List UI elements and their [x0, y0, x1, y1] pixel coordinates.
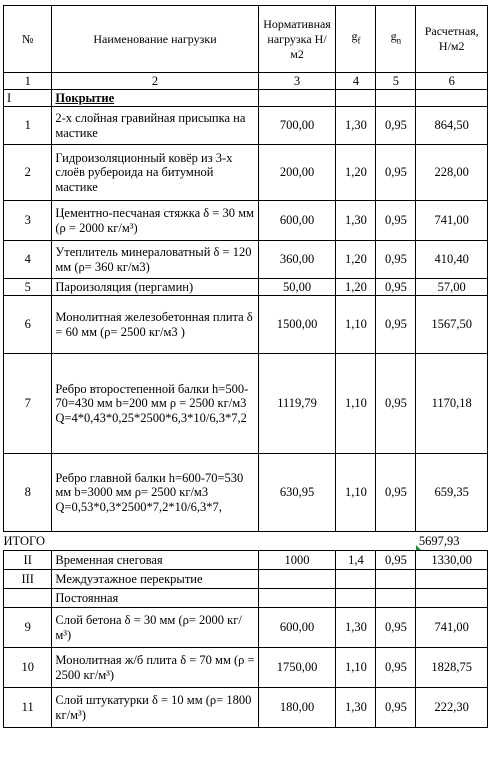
row-num: 3	[4, 201, 52, 241]
row-num: 1	[4, 107, 52, 145]
table-row	[4, 279, 488, 296]
calc-cell: 1330,00	[416, 551, 488, 570]
table-row	[4, 145, 488, 201]
gn-cell: 0,95	[376, 688, 416, 728]
header-name: Наименование нагрузки	[52, 6, 258, 73]
gf-cell: 1,4	[336, 551, 376, 570]
row-name: 2-х слойная гравийная присыпка на мастике	[52, 107, 258, 145]
total-label: ИТОГО	[4, 532, 416, 551]
gf-cell: 1,30	[336, 201, 376, 241]
row-num: 2	[4, 145, 52, 201]
table-row	[4, 354, 488, 454]
calc-cell: 741,00	[416, 608, 488, 648]
calc-cell: 222,30	[416, 688, 488, 728]
column-number: 2	[52, 73, 258, 90]
calc-cell: 741,00	[416, 201, 488, 241]
header-num: №	[4, 6, 52, 73]
gn-cell: 0,95	[376, 551, 416, 570]
row-name: Цементно-песчаная стяжка δ = 30 мм (ρ = 2000 кг/м³)	[52, 201, 258, 241]
calc-cell: 864,50	[416, 107, 488, 145]
norm-cell: 700,00	[258, 107, 336, 145]
column-number: 4	[336, 73, 376, 90]
gn-cell: 0,95	[376, 241, 416, 279]
subsection-title: Постоянная	[52, 589, 258, 608]
norm-cell: 1750,00	[258, 648, 336, 688]
norm-cell: 1500,00	[258, 296, 336, 354]
norm-cell: 600,00	[258, 201, 336, 241]
table-row	[4, 241, 488, 279]
row-name: Ребро главной балки h=600-70=530 мм b=3000 мм ρ= 2500 кг/м3 Q=0,53*0,3*2500*7,2*10/6,3*7,	[52, 454, 258, 532]
table-row	[4, 107, 488, 145]
table-row	[4, 688, 488, 728]
row-num: 6	[4, 296, 52, 354]
section-num: II	[4, 551, 52, 570]
gf-cell: 1,20	[336, 145, 376, 201]
gf-cell: 1,30	[336, 688, 376, 728]
calc-cell: 410,40	[416, 241, 488, 279]
total-value: 5697,93	[416, 532, 488, 551]
section-title: Временная снеговая	[52, 551, 258, 570]
row-name: Монолитная ж/б плита δ = 70 мм (ρ = 2500 кг/м³)	[52, 648, 258, 688]
row-num: 9	[4, 608, 52, 648]
norm-cell: 1000	[258, 551, 336, 570]
header-gf: $g_f$	[336, 6, 376, 73]
table-row	[4, 608, 488, 648]
loads-table	[3, 5, 488, 728]
gf-cell: 1,10	[336, 354, 376, 454]
section-row-floor	[4, 570, 488, 589]
calc-cell: 1567,50	[416, 296, 488, 354]
row-num: 10	[4, 648, 52, 688]
row-name: Монолитная железобетонная плита δ = 60 мм (ρ= 2500 кг/м3 )	[52, 296, 258, 354]
row-num: 7	[4, 354, 52, 454]
row-name: Пароизоляция (пергамин)	[52, 279, 258, 296]
gn-cell: 0,95	[376, 279, 416, 296]
norm-cell: 630,95	[258, 454, 336, 532]
row-name: Ребро второстепенной балки h=500-70=430 мм b=200 мм ρ = 2500 кг/м3 Q=4*0,43*0,25*2500*6,3*10/6,3*7,2	[52, 354, 258, 454]
gf-cell: 1,10	[336, 454, 376, 532]
table-row	[4, 296, 488, 354]
row-num: 8	[4, 454, 52, 532]
gn-cell: 0,95	[376, 201, 416, 241]
subsection-row-permanent	[4, 589, 488, 608]
column-number-row	[4, 73, 488, 90]
calc-cell: 228,00	[416, 145, 488, 201]
section-num: III	[4, 570, 52, 589]
norm-cell: 1119,79	[258, 354, 336, 454]
table-row	[4, 454, 488, 532]
norm-cell: 360,00	[258, 241, 336, 279]
header-row	[4, 6, 488, 73]
column-number: 3	[258, 73, 336, 90]
calc-cell: 1170,18	[416, 354, 488, 454]
gf-cell: 1,10	[336, 648, 376, 688]
section-title: Междуэтажное перекрытие	[52, 570, 258, 589]
calc-cell: 659,35	[416, 454, 488, 532]
norm-cell: 200,00	[258, 145, 336, 201]
header-gn: $g_n$	[376, 6, 416, 73]
norm-cell: 50,00	[258, 279, 336, 296]
row-num: 11	[4, 688, 52, 728]
gf-cell: 1,20	[336, 241, 376, 279]
gn-cell: 0,95	[376, 296, 416, 354]
gf-cell: 1,30	[336, 107, 376, 145]
row-name: Слой бетона δ = 30 мм (ρ= 2000 кг/м³)	[52, 608, 258, 648]
gf-cell: 1,20	[336, 279, 376, 296]
gn-cell: 0,95	[376, 608, 416, 648]
table-row	[4, 648, 488, 688]
section-num: I	[4, 90, 52, 107]
row-num: 5	[4, 279, 52, 296]
norm-cell: 600,00	[258, 608, 336, 648]
section-row-snow	[4, 551, 488, 570]
column-number: 5	[376, 73, 416, 90]
column-number: 6	[416, 73, 488, 90]
row-name: Слой штукатурки δ = 10 мм (ρ= 1800 кг/м³)	[52, 688, 258, 728]
header-norm: Нормативная нагрузка Н/м2	[258, 6, 336, 73]
row-name: Гидроизоляционный ковёр из 3-х слоёв рубероида на битумной мастике	[52, 145, 258, 201]
section-row-roof	[4, 90, 488, 107]
row-num: 4	[4, 241, 52, 279]
header-calc: Расчетная, Н/м2	[416, 6, 488, 73]
calc-cell: 57,00	[416, 279, 488, 296]
gn-cell: 0,95	[376, 354, 416, 454]
row-name: Утеплитель минераловатный δ = 120 мм (ρ= 360 кг/м3)	[52, 241, 258, 279]
column-number: 1	[4, 73, 52, 90]
gn-cell: 0,95	[376, 107, 416, 145]
gn-cell: 0,95	[376, 648, 416, 688]
norm-cell: 180,00	[258, 688, 336, 728]
gn-cell: 0,95	[376, 145, 416, 201]
calc-cell: 1828,75	[416, 648, 488, 688]
gn-cell: 0,95	[376, 454, 416, 532]
gf-cell: 1,10	[336, 296, 376, 354]
table-row	[4, 201, 488, 241]
section-title: Покрытие	[52, 90, 258, 107]
gf-cell: 1,30	[336, 608, 376, 648]
total-row	[4, 532, 488, 551]
